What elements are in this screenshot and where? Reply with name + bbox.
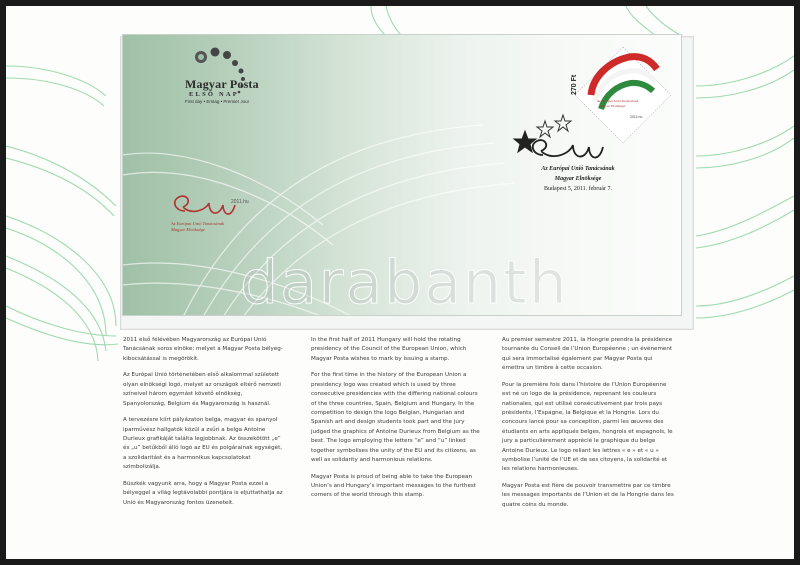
paragraph: Magyar Posta is proud of being able to take the European Union’s and Hungary’s important messages to the furthest corners of the world through this stamp. bbox=[311, 473, 476, 499]
paragraph: Au premier semestre 2011, la Hongrie prendra la présidence tournante du Conseil de l’Union Européenne ; un événement qui sera immortalisé également par Magyar Posta qui émettra un timbre à cette occasion. bbox=[502, 337, 673, 372]
cover-emblem-year: 2011.hu bbox=[231, 199, 249, 205]
cover-caption-line2: Magyar Elnöksége bbox=[171, 227, 205, 232]
eu-logo-icon bbox=[175, 196, 235, 214]
paragraph: For the first time in the history of the European Union a presidency logo was created which is used by three consecutive presidencies with the differing national colours of the three countries, Spain, Belgium and Hungary. In the competition to design the logo Belgian, Hungarian and Spanish art and design students took part and the jury judged the graphics of Antoine Durieux from Belgium as the best. The logo employing the letters “e” and “u” linked together symbolises the unity of the EU and its citizens, as well as solidarity and harmonious relations. bbox=[311, 372, 480, 464]
stamp-caption-line2: Magyar Elnöksége bbox=[599, 104, 626, 108]
logo-name: Magyar Posta bbox=[185, 77, 259, 91]
first-day-label: ELSŐ NAP bbox=[189, 91, 239, 98]
stamp-caption-line1: Az Európai Unió Tanácsának bbox=[597, 99, 639, 103]
cover-caption-line1: Az Európai Unió Tanácsának bbox=[171, 221, 224, 226]
postmark-line1: Az Európai Unió Tanácsának bbox=[541, 166, 615, 172]
paragraph: 2011 első félévében Magyarország az Európai Unió Tanácsának soros elnöke; melyet a Magyar Posta bélyeg-kibocsátással is megörökít. bbox=[123, 337, 283, 362]
paragraph: In the first half of 2011 Hungary will hold the rotating presidency of the Council of the European Union, which Magyar Posta wishes to mark by issuing a stamp. bbox=[311, 337, 467, 362]
paragraph: A tervezésre kiírt pályázaton belga, magyar és spanyol iparművész hallgatók közül a zsűri a belga Antoine Durieux grafikáját találta legjobbnak. Az összekötött „e” és „u” betűkből álló logó az EU és polgárainak egységét, a szolidaritást és a harmonikus kapcsolatokat szimbolizálja. bbox=[123, 417, 283, 471]
stamp-value: 270 Ft bbox=[571, 74, 578, 95]
postmark-cancellation bbox=[514, 115, 603, 158]
english-text-column bbox=[311, 336, 483, 508]
first-day-languages: First day • Erstag • Premier Jour bbox=[185, 99, 250, 104]
french-text-column bbox=[502, 336, 674, 517]
stamp-year: 2011.hu bbox=[630, 115, 643, 119]
postmark-line3: Budapest 5, 2011. február 7. bbox=[544, 186, 612, 192]
stamp bbox=[575, 47, 671, 143]
paragraph: Az Európai Unió történetében első alkalommal született olyan elnökségi logó, melyet az országok eltérő nemzeti színeivel három egymást követő elnökség, Spanyolország, Belgium és Magyarország is használ. bbox=[123, 372, 281, 407]
paragraph: Büszkék vagyunk arra, hogy a Magyar Posta ezzel a bélyeggel a világ legtávolabbi pontjára is eljuttathatja az Unió és Magyarország fontos üzeneteit. bbox=[123, 480, 283, 506]
watermark: darabanth bbox=[240, 248, 569, 318]
postmark-line2: Magyar Elnöksége bbox=[554, 176, 602, 182]
paragraph: Magyar Posta est fière de pouvoir transmettre par ce timbre les messages importants de l’Union et de la Hongrie dans les quatre coins du monde. bbox=[502, 483, 674, 508]
hungarian-text-column bbox=[123, 336, 286, 515]
paragraph: Pour la première fois dans l’histoire de l’Union Européenne est né un logo de la présidence, reprenant les couleurs nationales, qui est utilisé consécutivement par trois pays présidents, l’Espagne, la Belgique et la Hongrie. Lors du concours lancé pour sa conception, parmi les œuvres des étudiants en arts appliqués belges, hongrois et espagnols, le jury a particulièrement apprécié le graphique du belge Antoine Durieux. Le logo reliant les lettres « e » et « u » symbolise l’unité de l’UE et de ses citoyens, la solidarité et les relations harmonieuses. bbox=[502, 381, 673, 473]
